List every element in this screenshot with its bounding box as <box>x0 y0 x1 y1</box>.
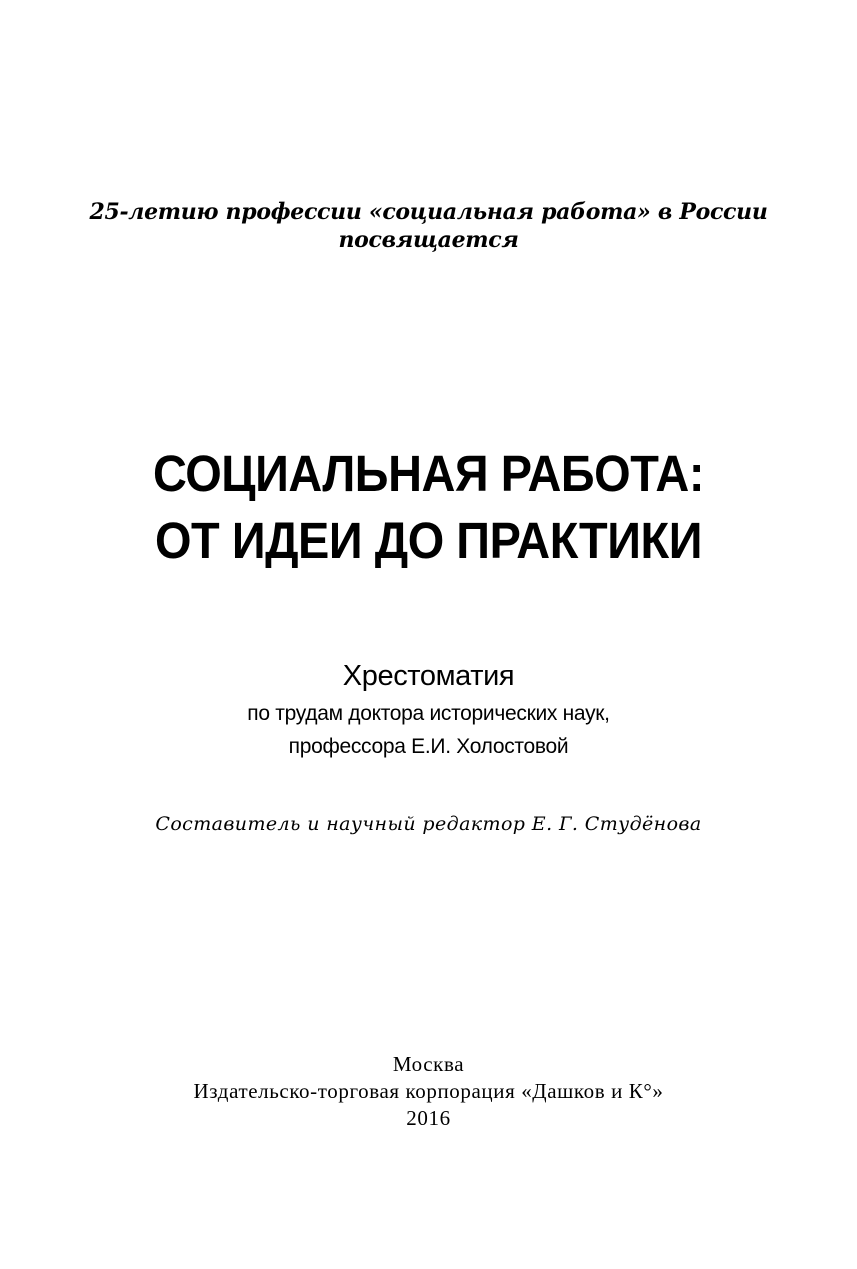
imprint-city: Москва <box>392 1052 465 1076</box>
book-genre: Хрестоматия <box>342 660 515 692</box>
dedication-line-1: 25-летию профессии «социальная работа» в России <box>89 199 768 225</box>
book-title-line-2: ОТ ИДЕИ ДО ПРАКТИКИ <box>155 512 702 569</box>
imprint-publisher: Издательско-торговая корпорация «Дашков и К°» <box>193 1079 664 1103</box>
dedication-line-2: посвящается <box>338 227 519 253</box>
book-title-line-1: СОЦИАЛЬНАЯ РАБОТА: <box>152 445 705 502</box>
editor-credit: Составитель и научный редактор Е. Г. Студёнова <box>155 813 702 835</box>
subtitle-line-2: профессора Е.И. Холостовой <box>288 735 569 758</box>
imprint-year: 2016 <box>406 1106 451 1130</box>
subtitle-line-1: по трудам доктора исторических наук, <box>247 702 610 725</box>
